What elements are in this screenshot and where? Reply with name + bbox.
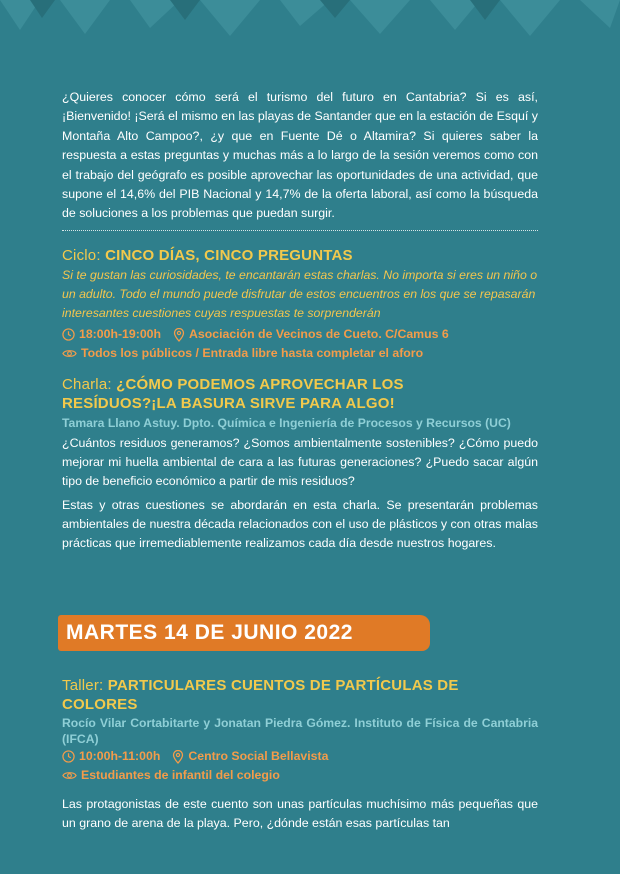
charla-author: Tamara Llano Astuy. Dpto. Química e Ingeniería de Procesos y Recursos (UC)	[62, 416, 511, 430]
taller-heading	[62, 676, 538, 714]
ciclo-time: 18:00h-19:00h	[79, 327, 162, 341]
ciclo-heading	[62, 246, 538, 265]
clock-icon	[62, 750, 75, 763]
location-pin-icon	[173, 328, 185, 342]
charla-title-line1: ¿CÓMO PODEMOS APROVECHAR LOS	[116, 376, 404, 393]
charla-heading	[62, 375, 538, 413]
location-pin-icon	[172, 750, 184, 764]
ciclo-kicker: Ciclo:	[62, 247, 101, 264]
taller-title-line2: COLORES	[62, 696, 138, 713]
taller-audience: Estudiantes de infantil del colegio	[81, 768, 280, 782]
ciclo-section	[62, 246, 538, 363]
ciclo-description: Si te gustan las curiosidades, te encantarán estas charlas. No importa si eres un niño o un adulto. Todo el mundo puede disfrutar de estos encuentros en los que se repasarán interesantes cuestiones cuyas respuestas te sorprenderán	[62, 268, 538, 320]
taller-time-location	[62, 747, 538, 766]
taller-kicker: Taller:	[62, 677, 104, 694]
taller-section	[62, 676, 538, 833]
taller-audience-row	[62, 766, 538, 785]
decorative-top-pattern	[0, 0, 620, 40]
taller-author: Rocío Vilar Cortabitarte y Jonatan Piedra Gómez. Instituto de Física de Cantabria (IFCA)	[62, 716, 538, 746]
taller-time: 10:00h-11:00h	[79, 749, 161, 763]
eye-icon	[62, 770, 77, 781]
intro-paragraph: ¿Quieres conocer cómo será el turismo del futuro en Cantabria? Si es así, ¡Bienvenido! ¡Será el mismo en las playas de Santander que en la estación de Esquí y Montaña Alto Campoo?, ¿y que en Fuente Dé o Altamira? Si quieres saber la respuesta a estas preguntas y muchas más a lo largo de la sesión veremos como con el trabajo del geógrafo es posible aprovechar las oportunidades de una actividad, que supone el 14,6% del PIB Nacional y 14,7% de la oferta laboral, así como la búsqueda de soluciones a los problemas que puedan surgir.	[62, 90, 538, 221]
charla-paragraph-2: Estas y otras cuestiones se abordarán en esta charla. Se presentarán problemas ambientales de nuestra década relacionados con el uso de plásticos y con otras malas prácticas que irremediablemente realizamos cada día desde nuestros hogares.	[62, 498, 538, 550]
charla-paragraph-1: ¿Cuántos residuos generamos? ¿Somos ambientalmente sostenibles? ¿Cómo puedo mejorar mi huella ambiental de cara a las futuras generaciones? ¿Puedo sacar algún tipo de beneficio económico a partir de mis residuos?	[62, 436, 538, 488]
ciclo-audience: Todos los públicos / Entrada libre hasta completar el aforo	[81, 346, 424, 360]
charla-title-line2: RESÍDUOS?¡LA BASURA SIRVE PARA ALGO!	[62, 395, 395, 412]
section-divider	[62, 230, 538, 231]
ciclo-title: CINCO DÍAS, CINCO PREGUNTAS	[105, 247, 353, 264]
taller-location: Centro Social Bellavista	[188, 749, 329, 763]
taller-title-line1: PARTICULARES CUENTOS DE PARTÍCULAS DE	[107, 677, 459, 694]
ciclo-time-location	[62, 325, 538, 344]
eye-icon	[62, 348, 77, 359]
clock-icon	[62, 328, 75, 341]
charla-section	[62, 375, 538, 553]
charla-kicker: Charla:	[62, 376, 112, 393]
taller-paragraph: Las protagonistas de este cuento son unas partículas muchísimo más pequeñas que un grano de arena de la playa. Pero, ¿dónde están esas partículas tan	[62, 797, 538, 830]
ciclo-audience-row	[62, 344, 538, 363]
ciclo-location: Asociación de Vecinos de Cueto. C/Camus 6	[189, 327, 449, 341]
date-banner: MARTES 14 DE JUNIO 2022	[58, 615, 430, 651]
